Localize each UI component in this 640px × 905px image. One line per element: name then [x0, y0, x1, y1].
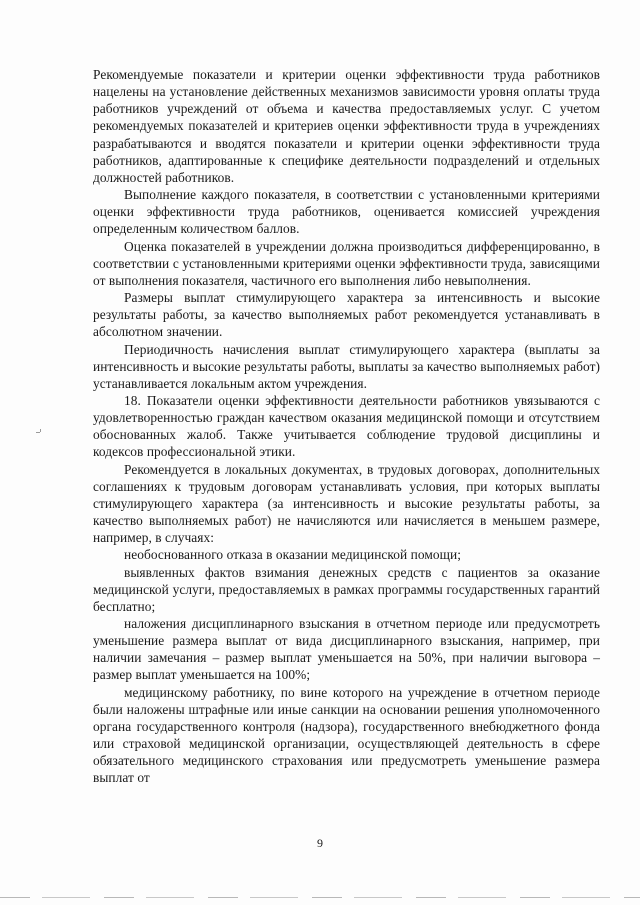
- paragraph: 18. Показатели оценки эффективности деятельности работников увязываются с удовлетворенностью граждан качеством оказания медицинской помощи и отсутствием обоснованных жалоб. Также учитывается соблюдение трудовой дисциплины и кодексов профессиональной этики.: [93, 392, 600, 460]
- page-number: 9: [317, 836, 323, 850]
- paragraph: Размеры выплат стимулирующего характера за интенсивность и высокие результаты работы, за качество выполняемых работ рекомендуется устанавливать в абсолютном значении.: [93, 290, 600, 340]
- list-item: необоснованного отказа в оказании медицинской помощи;: [124, 547, 461, 563]
- list-item: выявленных фактов взимания денежных средств с пациентов за оказание медицинской услуги, предоставляемых в рамках программы государственных гарантий бесплатно;: [93, 564, 600, 614]
- scan-artifact: [36, 432, 40, 433]
- scan-artifact: [40, 429, 41, 432]
- list-item: медицинскому работнику, по вине которого на учреждение в отчетном периоде были наложены штрафные или иные санкции на основании решения уполномоченного органа государственного контроля (надзора), государственного внебюджетного фонда или страховой медицинской организации, осуществляющей деятельность в сфере обязательного медицинского страхования или предусмотреть уменьшение размера выплат от: [93, 684, 600, 786]
- paragraph: Рекомендуется в локальных документах, в трудовых договорах, дополнительных соглашениях к трудовым договорам устанавливать условия, при которых выплаты стимулирующего характера (за интенсивность и высокие результаты работы, за качество выполняемых работ) не начисляются или начисляется в меньшем размере, например, в случаях:: [93, 461, 600, 546]
- list-item: наложения дисциплинарного взыскания в отчетном периоде или предусмотреть уменьшение размера выплат от вида дисциплинарного взыскания, например, при наличии замечания – размер выплат уменьшается на 50%, при наличии выговора – размер выплат уменьшается на 100%;: [93, 616, 600, 683]
- scan-edge-line: [0, 897, 640, 898]
- document-body: [93, 66, 600, 787]
- paragraph: Оценка показателей в учреждении должна производиться дифференцированно, в соответствии с установленными критериями оценки эффективности труда, зависящими от выполнения показателя, частичного его выполнения либо невыполнения.: [93, 238, 600, 288]
- paragraph: Рекомендуемые показатели и критерии оценки эффективности труда работников нацелены на установление действенных механизмов зависимости уровня оплаты труда работников учреждений от объема и качества предоставляемых услуг. С учетом рекомендуемых показателей и критериев оценки эффективности труда в учреждениях разрабатываются и вводятся показатели и критерии оценки эффективности труда работников, адаптированные к специфике деятельности подразделений и отдельных должностей работников.: [93, 67, 600, 185]
- paragraph: Периодичность начисления выплат стимулирующего характера (выплаты за интенсивность и высокие результаты работы, выплаты за качество выполняемых работ) устанавливается локальным актом учреждения.: [93, 341, 600, 391]
- paragraph: Выполнение каждого показателя, в соответствии с установленными критериями оценки эффективности труда работников, оценивается комиссией учреждения определенным количеством баллов.: [93, 187, 600, 237]
